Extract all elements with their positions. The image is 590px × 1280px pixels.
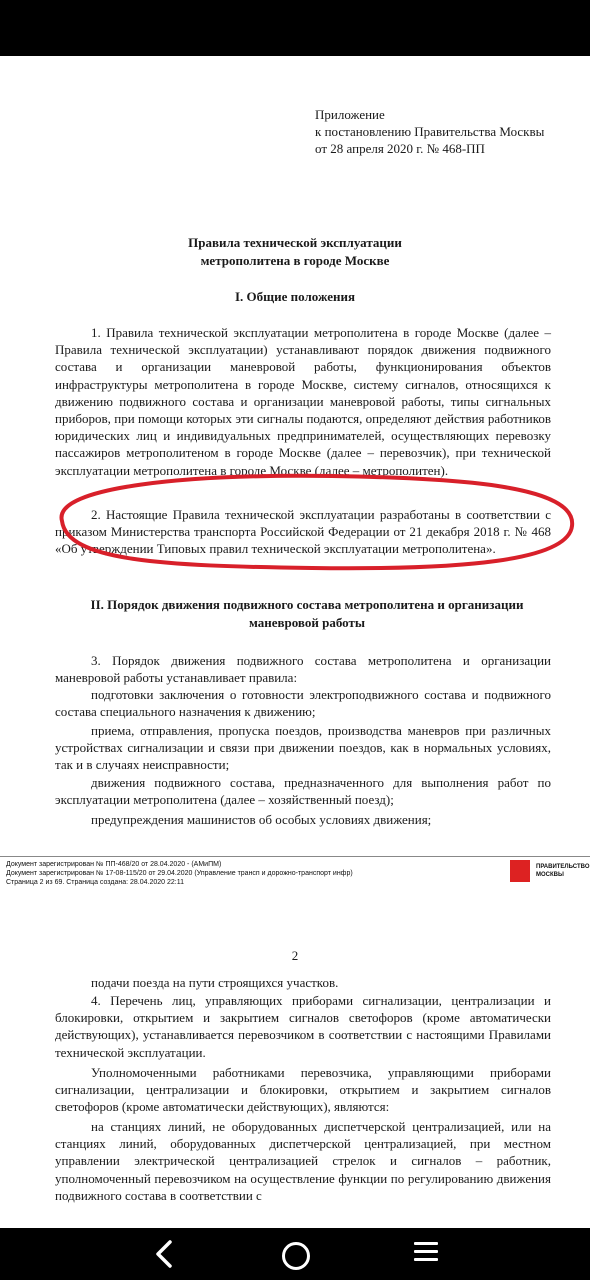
document-footer	[0, 856, 590, 889]
footer-line: Страница 2 из 69. Страница создана: 28.04.2020 22:11	[6, 879, 184, 886]
home-icon[interactable]	[282, 1242, 310, 1270]
paragraph-6: на станциях линий, не оборудованных диспетчерской централизацией, или на станциях линий, оборудованных диспетчерской централизацией, при местном управлении электрической централизацией стрелок и сигналов – работник, уполномоченный перевозчиком на осуществление функции по регулированию движения подвижного состава в соответствии с	[55, 1119, 551, 1203]
footer-line: Документ зарегистрирован № ПП-468/20 от 28.04.2020 - (АМиПМ)	[6, 861, 222, 868]
appendix-line: к постановлению Правительства Москвы	[315, 124, 545, 139]
section-1-heading: I. Общие положения	[235, 289, 355, 304]
title-line: Правила технической эксплуатации	[188, 235, 402, 250]
paragraph-4: 4. Перечень лиц, управляющих приборами сигнализации, централизации и блокировки, открытием и закрытием сигналов светофоров (кроме автоматически действующих), устанавливается перевозчиком в соответствии с настоящими Правилами технической эксплуатации.	[55, 993, 551, 1060]
document-title	[0, 234, 590, 270]
gov-line: ПРАВИТЕЛЬСТВО	[536, 864, 590, 870]
navigation-bar	[0, 1228, 590, 1280]
page-number: 2	[291, 948, 299, 963]
status-bar	[0, 0, 590, 56]
paragraph-3d: предупреждения машинистов об особых условиях движения;	[91, 812, 432, 827]
paragraph-1: 1. Правила технической эксплуатации метрополитена в городе Москве (далее – Правила технической эксплуатации) устанавливают порядок движения подвижного состава и организации маневровой работы, функционирования объектов инфраструктуры метрополитена в городе Москве, систему сигналов, относящихся к движению подвижного состава и организации маневровой работы, типы сигнальных приборов, при помощи которых эти сигналы подаются, определяют действия работников юридических лиц и индивидуальных предпринимателей, осуществляющих перевозку пассажиров метрополитеном в городе Москве (далее – перевозчик), при технической эксплуатации метрополитена в городе Москве (далее – метрополитен).	[55, 325, 551, 478]
back-icon[interactable]	[150, 1238, 180, 1270]
paragraph-3: 3. Порядок движения подвижного состава метрополитена и организации маневровой работы устанавливает правила:	[55, 653, 551, 686]
paragraph-3a: подготовки заключения о готовности электроподвижного состава и подвижного состава специального назначения к движению;	[55, 687, 551, 720]
paragraph-3c: движения подвижного состава, предназначенного для выполнения работ по эксплуатации метрополитена (далее – хозяйственный поезд);	[55, 775, 551, 808]
appendix-line: от 28 апреля 2020 г. № 468-ПП	[315, 141, 485, 156]
gov-line: МОСКВЫ	[536, 872, 564, 878]
section-2-heading: II. Порядок движения подвижного состава метрополитена и организации маневровой работы	[90, 597, 524, 630]
document-page-1	[0, 56, 590, 856]
footer-line: Документ зарегистрирован № 17-08-115/20 от 29.04.2020 (Управление трансп и дорожно-транспорт инфр)	[6, 870, 353, 877]
paragraph-5: Уполномоченными работниками перевозчика, управляющими приборами сигнализации, централизации и блокировки, открытием и закрытием сигналов светофоров (кроме автоматически действующих), являются:	[55, 1065, 551, 1115]
paragraph-3b: приема, отправления, пропуска поездов, производства маневров при различных устройствах сигнализации и связи при движении поездов, как в нормальных условиях, так и в случаях неисправности;	[55, 723, 551, 773]
menu-icon[interactable]	[414, 1242, 438, 1266]
red-annotation-circle	[42, 466, 582, 576]
document-page-2	[0, 888, 590, 1228]
title-line: метрополитена в городе Москве	[200, 253, 390, 268]
appendix-line: Приложение	[315, 107, 385, 122]
paragraph-p0: подачи поезда на пути строящихся участков.	[91, 975, 339, 990]
appendix-header	[315, 106, 544, 157]
government-label	[536, 863, 590, 879]
moscow-coat-of-arms-icon	[510, 860, 530, 882]
paragraph-2: 2. Настоящие Правила технической эксплуатации разработаны в соответствии с приказом Министерства транспорта Российской Федерации от 21 декабря 2018 г. № 468 «Об утверждении Типовых правил технической эксплуатации метрополитена».	[55, 507, 551, 557]
